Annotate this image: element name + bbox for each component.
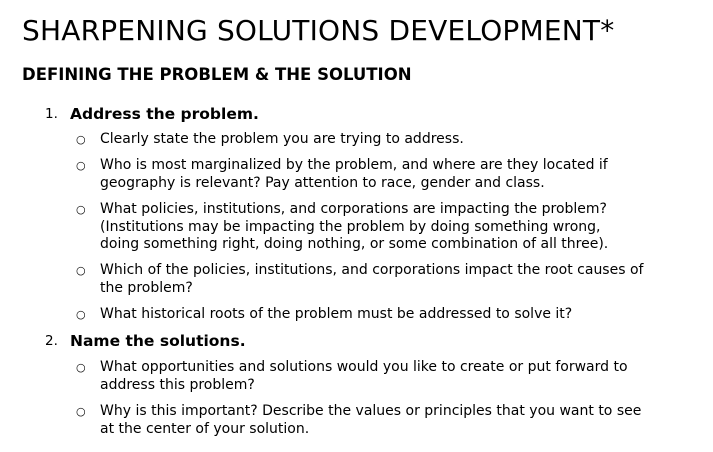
bullet-circle-icon: ○: [76, 264, 86, 277]
bullet-circle-icon: ○: [76, 308, 86, 321]
step-number: 1.: [45, 106, 58, 122]
bullet-text: Why is this important? Describe the values or principles that you want to see at the center of your solution.: [100, 403, 642, 437]
bullet-circle-icon: ○: [76, 133, 86, 146]
document-title: SHARPENING SOLUTIONS DEVELOPMENT*: [22, 14, 615, 47]
step-label: Name the solutions.: [70, 332, 246, 350]
bullet-text: Clearly state the problem you are trying to address.: [100, 131, 464, 147]
bullet-circle-icon: ○: [76, 361, 86, 374]
bullet-circle-icon: ○: [76, 203, 86, 216]
bullet-text: What historical roots of the problem must be addressed to solve it?: [100, 306, 573, 322]
bullet-text: What policies, institutions, and corporations are impacting the problem? (Institutions may be impacting the problem by doing something wrong, doing something right, doing nothing, or some combination of all three).: [100, 201, 609, 252]
step-number: 2.: [45, 333, 58, 349]
bullet-text: Who is most marginalized by the problem, and where are they located if geography is relevant? Pay attention to race, gender and class.: [100, 157, 608, 191]
section-heading: DEFINING THE PROBLEM & THE SOLUTION: [22, 65, 412, 84]
bullet-circle-icon: ○: [76, 405, 86, 418]
bullet-text: Which of the policies, institutions, and corporations impact the root causes of the problem?: [100, 262, 644, 296]
step-label: Address the problem.: [70, 105, 259, 123]
bullet-text: What opportunities and solutions would you like to create or put forward to address this problem?: [100, 359, 628, 393]
bullet-circle-icon: ○: [76, 159, 86, 172]
